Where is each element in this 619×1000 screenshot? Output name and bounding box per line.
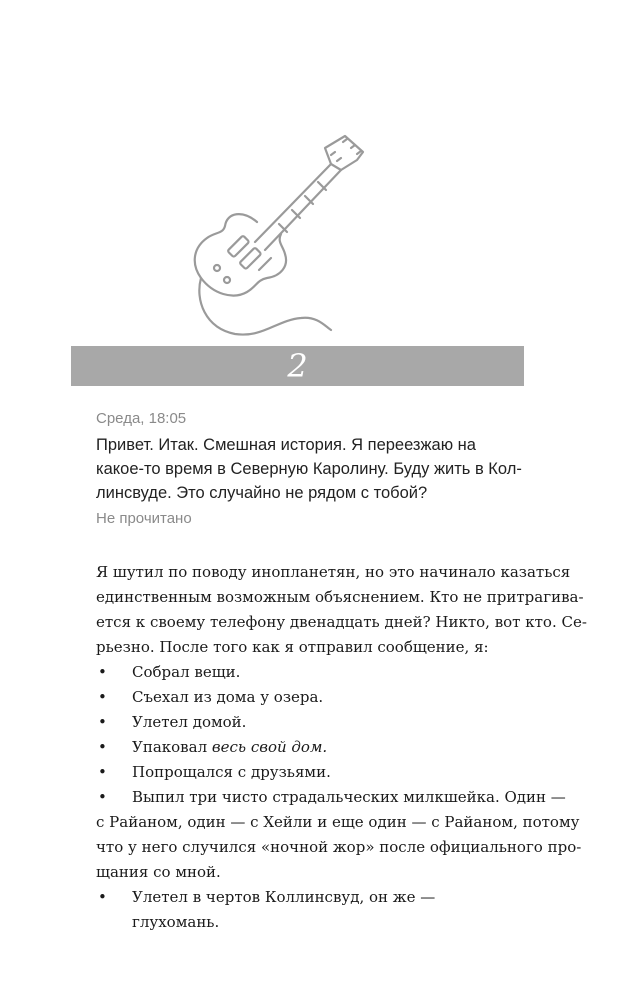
list-item: [96, 885, 524, 935]
chapter-number: 2: [287, 347, 308, 385]
bullet-icon: •: [98, 713, 107, 731]
message-timestamp: Среда, 18:05: [96, 410, 187, 427]
list-item-text: Попрощался с друзьями.: [132, 763, 331, 781]
bullet-icon: •: [98, 888, 107, 906]
bullet-icon: •: [98, 788, 107, 806]
paragraph-line: Я шутил по поводу инопланетян, но это начинало казаться: [96, 563, 571, 581]
list-item-line: что у него случился «ночной жор» после официального про-: [96, 838, 582, 856]
chapter-banner: [71, 346, 524, 386]
bullet-icon: •: [98, 738, 107, 756]
list-item-text: Улетел домой.: [132, 713, 247, 731]
list-item-text: Упаковал: [132, 738, 212, 756]
guitar-icon: [185, 130, 375, 345]
list-item-text: Съехал из дома у озера.: [132, 688, 324, 706]
paragraph-line: единственным возможным объяснением. Кто не притрагива-: [96, 588, 584, 606]
message-line: какое-то время в Северную Каролину. Буду жить в Кол-: [96, 460, 522, 478]
bullet-icon: •: [98, 763, 107, 781]
bullet-icon: •: [98, 663, 107, 681]
list-item-emphasis: весь свой дом.: [211, 738, 328, 756]
list-item-line: с Райаном, один — с Хейли и еще один — с Райаном, потому: [96, 813, 580, 831]
list-item: [96, 710, 524, 735]
list-item-line: щания со мной.: [96, 863, 221, 881]
list-item: [96, 760, 524, 785]
list-item: [96, 785, 566, 810]
message-status: Не прочитано: [96, 510, 192, 527]
paragraph-line: ется к своему телефону двенадцать дней? Никто, вот кто. Се-: [96, 613, 587, 631]
bullet-icon: •: [98, 688, 107, 706]
list-item-line: Выпил три чисто страдальческих милкшейка. Один —: [132, 788, 566, 806]
message-line: Привет. Итак. Смешная история. Я переезжаю на: [96, 436, 476, 454]
list-item: [96, 685, 524, 710]
message-line: линсвуде. Это случайно не рядом с тобой?: [96, 484, 428, 502]
message-text: [96, 433, 526, 505]
body-paragraph: [96, 560, 587, 660]
list-item-text: Улетел в чертов Коллинсвуд, он же — глухомань.: [132, 888, 436, 931]
bullet-list: [96, 660, 582, 935]
list-item: [96, 735, 524, 760]
paragraph-line: рьезно. После того как я отправил сообщение, я:: [96, 638, 489, 656]
list-item-continuation: [96, 810, 582, 885]
list-item: [96, 660, 524, 685]
list-item-text: Собрал вещи.: [132, 663, 241, 681]
